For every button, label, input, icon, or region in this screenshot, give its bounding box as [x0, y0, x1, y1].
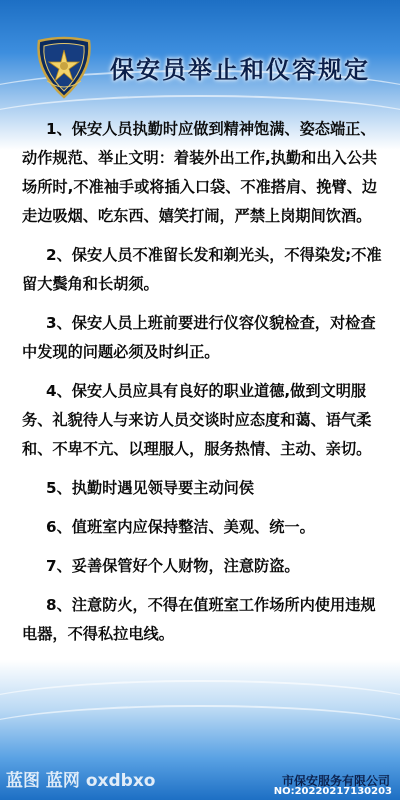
header [0, 30, 400, 110]
rule-item: 8、注意防火，不得在值班室工作场所内使用违规电器，不得私拉电线。 [22, 596, 376, 643]
rule-item: 2、保安人员不准留长发和剃光头，不得染发;不准留大鬓角和长胡须。 [22, 246, 382, 293]
rule-item: 3、保安人员上班前要进行仪容仪貌检查，对检查中发现的问题必须及时纠正。 [22, 314, 376, 361]
rule-item: 5、执勤时遇见领导要主动问侯 [46, 479, 255, 497]
rule-item: 7、妥善保管好个人财物，注意防盗。 [46, 557, 300, 575]
page-title: 保安员举止和仪容规定 [110, 56, 370, 84]
rule-item: 6、值班室内应保持整洁、美观、统一。 [46, 518, 315, 536]
watermark: 蓝图 蓝网 oxdbxo [6, 771, 156, 791]
decorative-wave [0, 705, 400, 767]
image-id-label: NO:20220217130203 [273, 786, 392, 797]
rules-list [22, 115, 388, 659]
rule-item: 4、保安人员应具有良好的职业道德,做到文明服务、礼貌待人与来访人员交谈时应态度和蔼、语气柔和、不卑不亢、以理服人，服务热情、主动、亲切。 [22, 382, 372, 458]
company-name: 市保安服务有限公司 [281, 774, 390, 788]
rule-item: 1、保安人员执勤时应做到精神饱满、姿态端正、动作规范、举止文明：着装外出工作,执勤和出入公共场所时,不准袖手或将插入口袋、不准搭肩、挽臂、边走边吸烟、吃东西、嬉笑打闹，严禁上岗期间饮酒。 [22, 120, 378, 225]
security-badge-icon [33, 35, 95, 101]
